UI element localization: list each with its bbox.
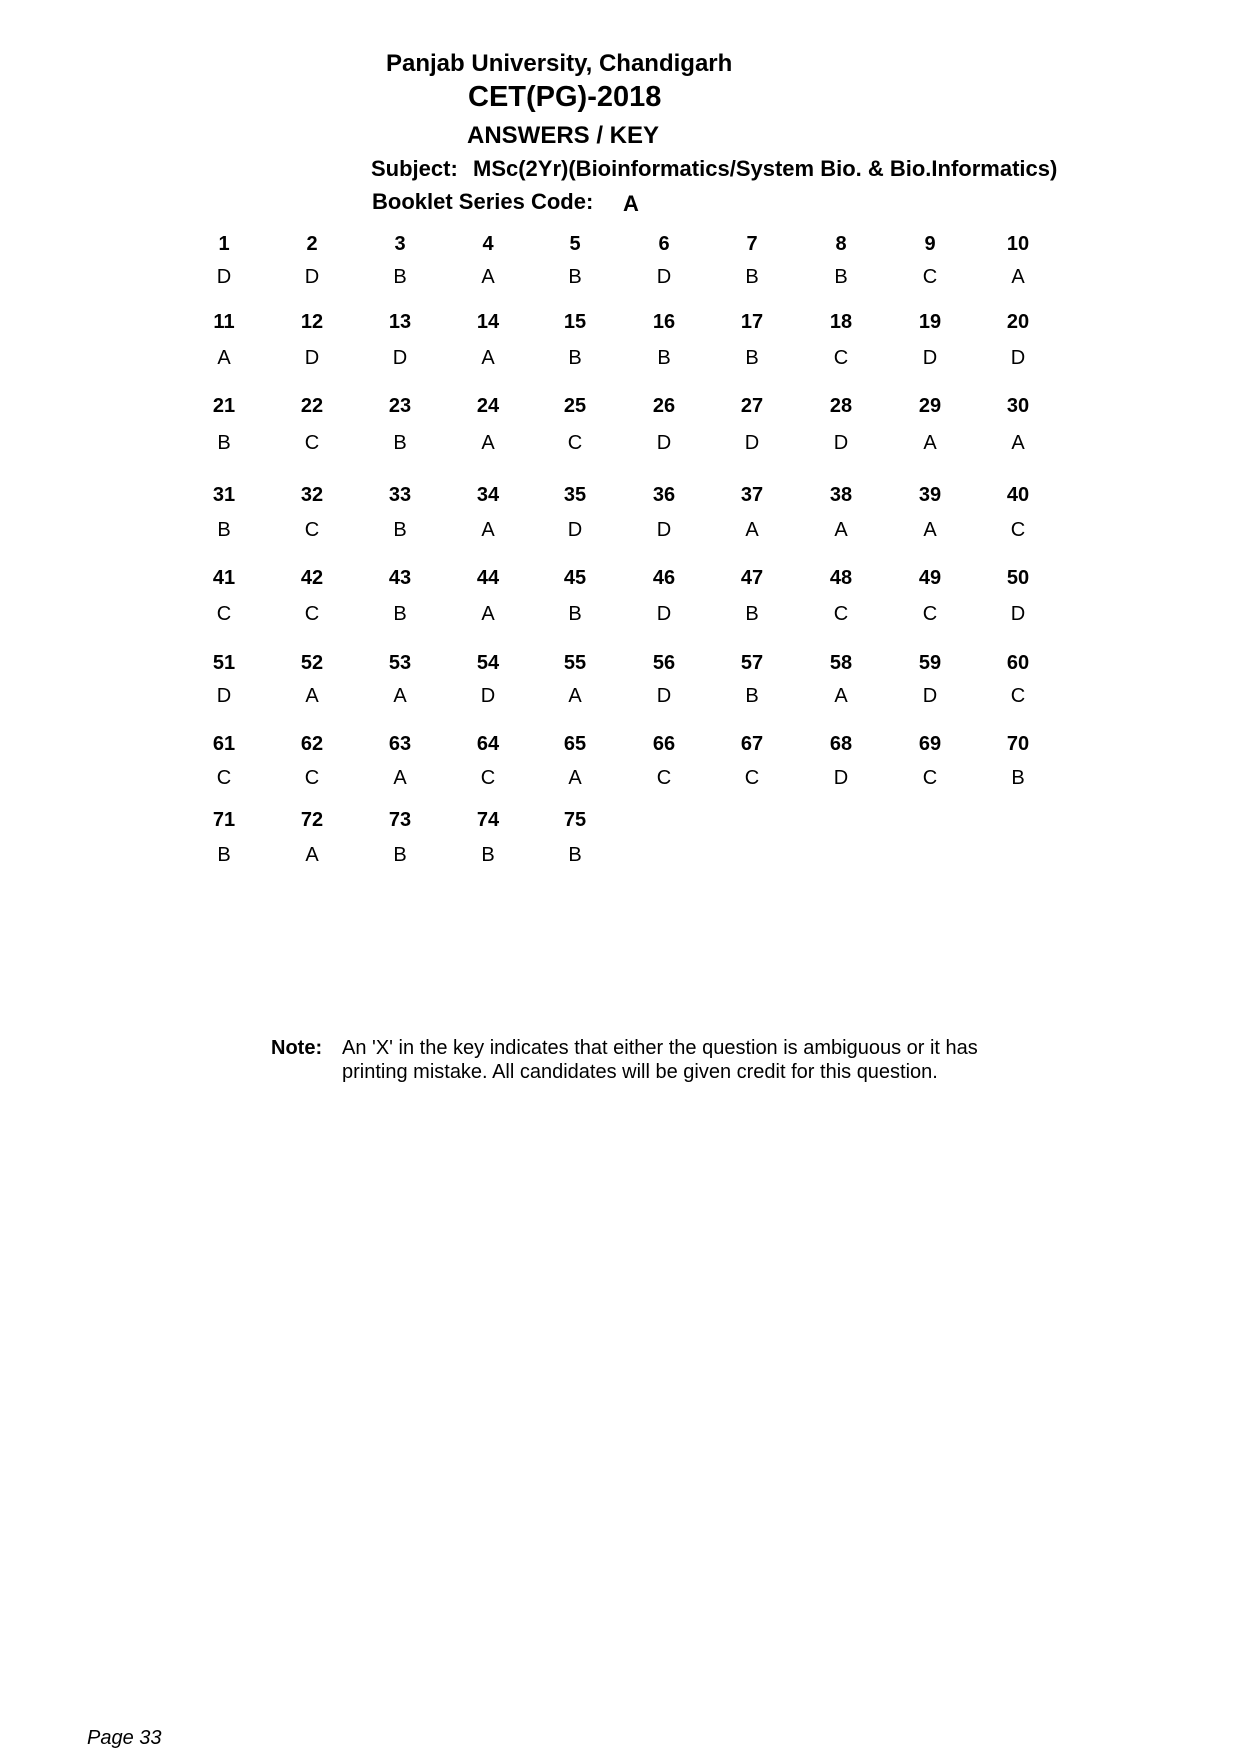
answer-letter: A: [834, 685, 848, 707]
answer-letter: B: [568, 844, 582, 866]
answer-letter: D: [216, 685, 232, 707]
question-number: 65: [563, 733, 587, 755]
question-number: 71: [212, 809, 236, 831]
answer-letter: D: [392, 347, 408, 369]
answer-letter: D: [1010, 347, 1026, 369]
note-text: An 'X' in the key indicates that either the question is ambiguous or it has printing mistake. All candidates will be given credit for this question.: [342, 1037, 978, 1083]
answer-letter: A: [745, 519, 759, 541]
question-number: 22: [300, 395, 324, 417]
answer-letter: C: [304, 519, 320, 541]
page-title: ANSWERS / KEY: [467, 122, 660, 149]
answer-letter: B: [393, 603, 407, 625]
answer-letter: C: [480, 767, 496, 789]
question-number: 34: [476, 484, 500, 506]
answer-letter: B: [657, 347, 671, 369]
answer-letter: A: [481, 519, 495, 541]
question-number: 73: [388, 809, 412, 831]
answer-letter: B: [1011, 767, 1025, 789]
answer-letter: B: [217, 519, 231, 541]
exam-title: CET(PG)-2018: [468, 81, 662, 113]
question-number: 70: [1006, 733, 1030, 755]
question-number: 37: [740, 484, 764, 506]
question-number: 45: [563, 567, 587, 589]
question-number: 5: [569, 233, 581, 255]
answer-letter: C: [833, 603, 849, 625]
answer-letter: A: [568, 685, 582, 707]
answer-letter: B: [568, 347, 582, 369]
question-number: 25: [563, 395, 587, 417]
answer-letter: D: [833, 767, 849, 789]
question-number: 46: [652, 567, 676, 589]
question-number: 50: [1006, 567, 1030, 589]
answer-letter: B: [834, 266, 848, 288]
answer-letter: D: [567, 519, 583, 541]
question-number: 15: [563, 311, 587, 333]
question-number: 33: [388, 484, 412, 506]
question-number: 60: [1006, 652, 1030, 674]
answer-letter: A: [1011, 266, 1025, 288]
question-number: 14: [476, 311, 500, 333]
answer-letter: D: [304, 347, 320, 369]
note-label: Note:: [271, 1037, 323, 1059]
answer-letter: B: [393, 519, 407, 541]
answer-letter: B: [568, 603, 582, 625]
question-number: 3: [394, 233, 406, 255]
question-number: 6: [658, 233, 670, 255]
answer-letter: A: [481, 432, 495, 454]
question-number: 19: [918, 311, 942, 333]
question-number: 64: [476, 733, 500, 755]
answer-letter: A: [923, 432, 937, 454]
question-number: 23: [388, 395, 412, 417]
question-number: 56: [652, 652, 676, 674]
question-number: 28: [829, 395, 853, 417]
answer-letter: D: [1010, 603, 1026, 625]
answer-letter: D: [922, 347, 938, 369]
question-number: 62: [300, 733, 324, 755]
subject-value: MSc(2Yr)(Bioinformatics/System Bio. & Bio.Informatics): [473, 156, 1058, 181]
question-number: 31: [212, 484, 236, 506]
answer-letter: D: [922, 685, 938, 707]
answer-letter: D: [656, 685, 672, 707]
answer-letter: B: [393, 432, 407, 454]
answer-letter: A: [481, 266, 495, 288]
question-number: 42: [300, 567, 324, 589]
question-number: 13: [388, 311, 412, 333]
answer-letter: C: [656, 767, 672, 789]
answer-letter: C: [216, 603, 232, 625]
answer-letter: D: [656, 432, 672, 454]
question-number: 11: [213, 311, 235, 333]
answer-letter: A: [393, 685, 407, 707]
question-number: 55: [563, 652, 587, 674]
question-number: 9: [924, 233, 936, 255]
question-number: 39: [918, 484, 942, 506]
page-number: Page 33: [87, 1727, 162, 1749]
question-number: 52: [300, 652, 324, 674]
question-number: 32: [300, 484, 324, 506]
university-name: Panjab University, Chandigarh: [386, 50, 733, 77]
answer-letter: B: [568, 266, 582, 288]
answer-letter: A: [305, 844, 319, 866]
question-number: 16: [652, 311, 676, 333]
answer-letter: C: [744, 767, 760, 789]
question-number: 61: [212, 733, 236, 755]
booklet-series-code: A: [623, 191, 639, 216]
answer-letter: D: [216, 266, 232, 288]
answer-letter: C: [833, 347, 849, 369]
booklet-series-label: Booklet Series Code:: [372, 189, 594, 214]
answer-letter: B: [745, 685, 759, 707]
answer-letter: A: [834, 519, 848, 541]
answer-letter: A: [481, 603, 495, 625]
question-number: 75: [563, 809, 587, 831]
answer-letter: A: [217, 347, 231, 369]
question-number: 12: [300, 311, 324, 333]
question-number: 67: [740, 733, 764, 755]
answer-letter: A: [481, 347, 495, 369]
question-number: 48: [829, 567, 853, 589]
question-number: 1: [218, 233, 230, 255]
subject-label: Subject:: [371, 156, 458, 181]
question-number: 41: [212, 567, 236, 589]
answer-letter: C: [922, 603, 938, 625]
answer-letter: D: [744, 432, 760, 454]
question-number: 8: [835, 233, 847, 255]
answer-letter: A: [1011, 432, 1025, 454]
answer-letter: C: [1010, 519, 1026, 541]
question-number: 49: [918, 567, 942, 589]
question-number: 51: [212, 652, 236, 674]
answer-letter: C: [304, 432, 320, 454]
question-number: 38: [829, 484, 853, 506]
answer-letter: A: [393, 767, 407, 789]
question-number: 58: [829, 652, 853, 674]
question-number: 74: [476, 809, 500, 831]
answer-letter: C: [216, 767, 232, 789]
question-number: 40: [1006, 484, 1030, 506]
answer-letter: D: [656, 519, 672, 541]
question-number: 24: [476, 395, 500, 417]
answer-letter: B: [745, 266, 759, 288]
question-number: 69: [918, 733, 942, 755]
question-number: 18: [829, 311, 853, 333]
question-number: 21: [212, 395, 236, 417]
question-number: 36: [652, 484, 676, 506]
question-number: 43: [388, 567, 412, 589]
question-number: 35: [563, 484, 587, 506]
answer-letter: B: [217, 432, 231, 454]
answer-letter: B: [393, 266, 407, 288]
question-number: 2: [306, 233, 318, 255]
answer-letter: B: [217, 844, 231, 866]
question-number: 57: [740, 652, 764, 674]
question-number: 63: [388, 733, 412, 755]
question-number: 68: [829, 733, 853, 755]
answer-letter: D: [656, 266, 672, 288]
question-number: 20: [1006, 311, 1030, 333]
answer-letter: C: [1010, 685, 1026, 707]
answer-letter: C: [922, 266, 938, 288]
answer-letter: D: [656, 603, 672, 625]
question-number: 30: [1006, 395, 1030, 417]
answer-letter: B: [745, 347, 759, 369]
question-number: 4: [482, 233, 494, 255]
answer-letter: C: [304, 767, 320, 789]
question-number: 44: [476, 567, 500, 589]
question-number: 59: [918, 652, 942, 674]
question-number: 7: [746, 233, 758, 255]
question-number: 66: [652, 733, 676, 755]
answer-letter: A: [305, 685, 319, 707]
question-number: 27: [740, 395, 764, 417]
question-number: 29: [918, 395, 942, 417]
answer-letter: B: [481, 844, 495, 866]
answer-letter: D: [480, 685, 496, 707]
answer-letter: A: [923, 519, 937, 541]
answer-letter: A: [568, 767, 582, 789]
question-number: 10: [1006, 233, 1030, 255]
answer-letter: C: [567, 432, 583, 454]
answer-letter: D: [304, 266, 320, 288]
question-number: 54: [476, 652, 500, 674]
question-number: 53: [388, 652, 412, 674]
answer-letter: D: [833, 432, 849, 454]
question-number: 47: [740, 567, 764, 589]
answer-letter: C: [922, 767, 938, 789]
answer-letter: B: [745, 603, 759, 625]
question-number: 26: [652, 395, 676, 417]
question-number: 72: [300, 809, 324, 831]
question-number: 17: [740, 311, 764, 333]
answer-letter: C: [304, 603, 320, 625]
answer-letter: B: [393, 844, 407, 866]
